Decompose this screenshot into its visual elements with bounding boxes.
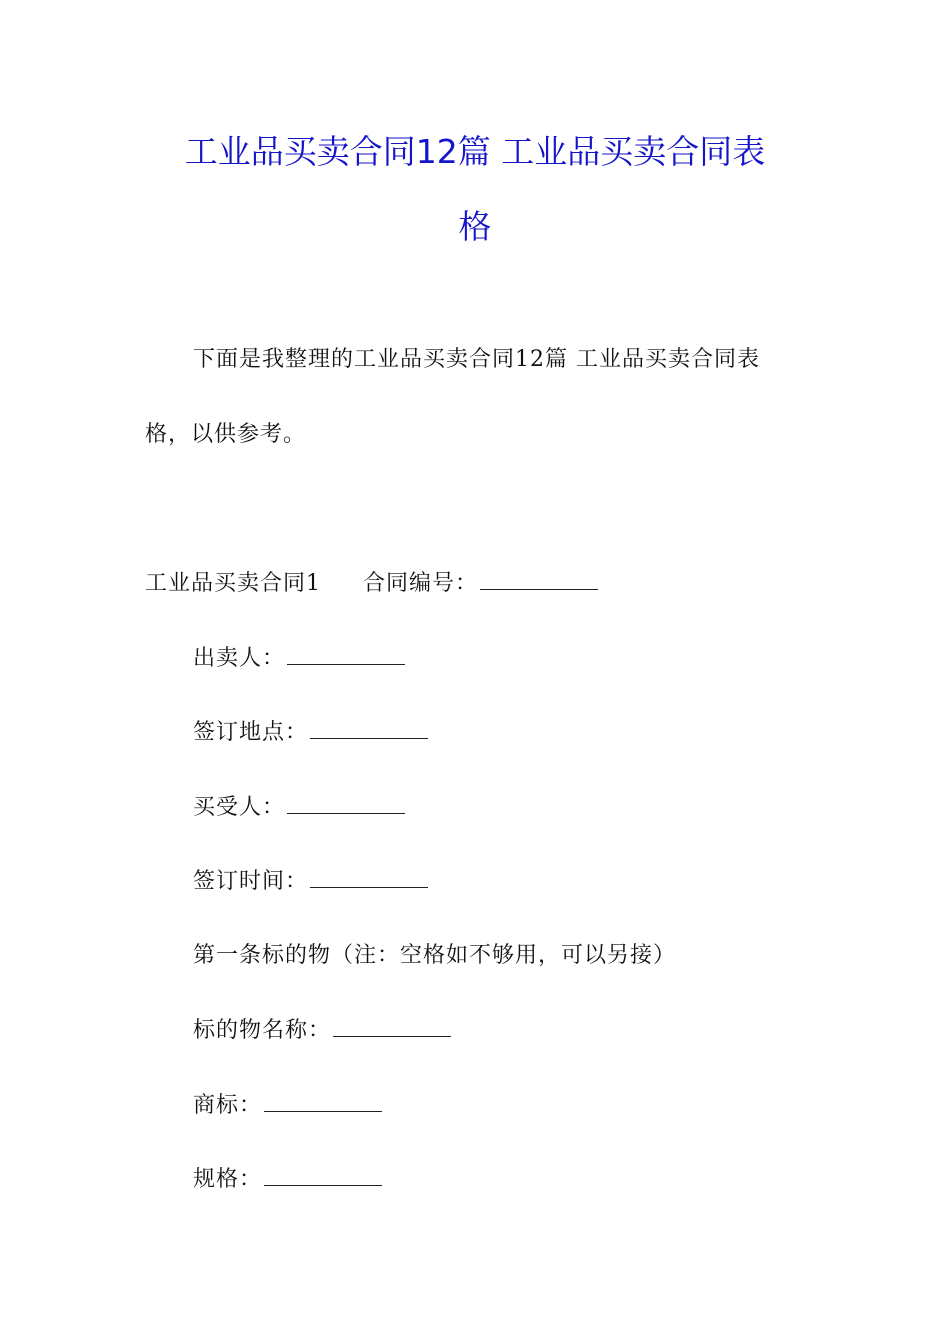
contract-number-blank <box>480 571 598 590</box>
spec-blank <box>264 1167 382 1186</box>
signing-place-row <box>193 719 428 747</box>
document-title-line-2: 格 <box>458 207 492 246</box>
signing-place-blank <box>310 720 428 739</box>
spec-row <box>193 1166 382 1194</box>
contract-heading: 工业品买卖合同1 <box>145 571 321 596</box>
spec-label: 规格： <box>193 1167 263 1192</box>
item-name-label: 标的物名称： <box>193 1018 332 1043</box>
seller-blank <box>287 646 405 665</box>
intro-paragraph-line-2: 格，以供参考。 <box>145 422 307 447</box>
intro-paragraph-line-1: 下面是我整理的工业品买卖合同12篇 工业品买卖合同表 <box>193 347 760 372</box>
item-name-row <box>193 1017 451 1045</box>
buyer-blank <box>287 795 405 814</box>
document-title-line-1: 工业品买卖合同12篇 工业品买卖合同表 <box>184 132 766 171</box>
contract-heading-row <box>145 570 598 598</box>
seller-label: 出卖人： <box>193 646 286 671</box>
signing-time-row <box>193 868 428 896</box>
item-name-blank <box>333 1018 451 1037</box>
brand-blank <box>264 1093 382 1112</box>
contract-number-label: 合同编号： <box>363 571 479 596</box>
brand-label: 商标： <box>193 1093 263 1118</box>
signing-place-label: 签订地点： <box>193 720 309 745</box>
seller-row <box>193 645 405 673</box>
signing-time-blank <box>310 869 428 888</box>
article-1-heading: 第一条标的物（注：空格如不够用，可以另接） <box>193 943 677 968</box>
signing-time-label: 签订时间： <box>193 869 309 894</box>
brand-row <box>193 1092 382 1120</box>
buyer-label: 买受人： <box>193 795 286 820</box>
buyer-row <box>193 794 405 822</box>
